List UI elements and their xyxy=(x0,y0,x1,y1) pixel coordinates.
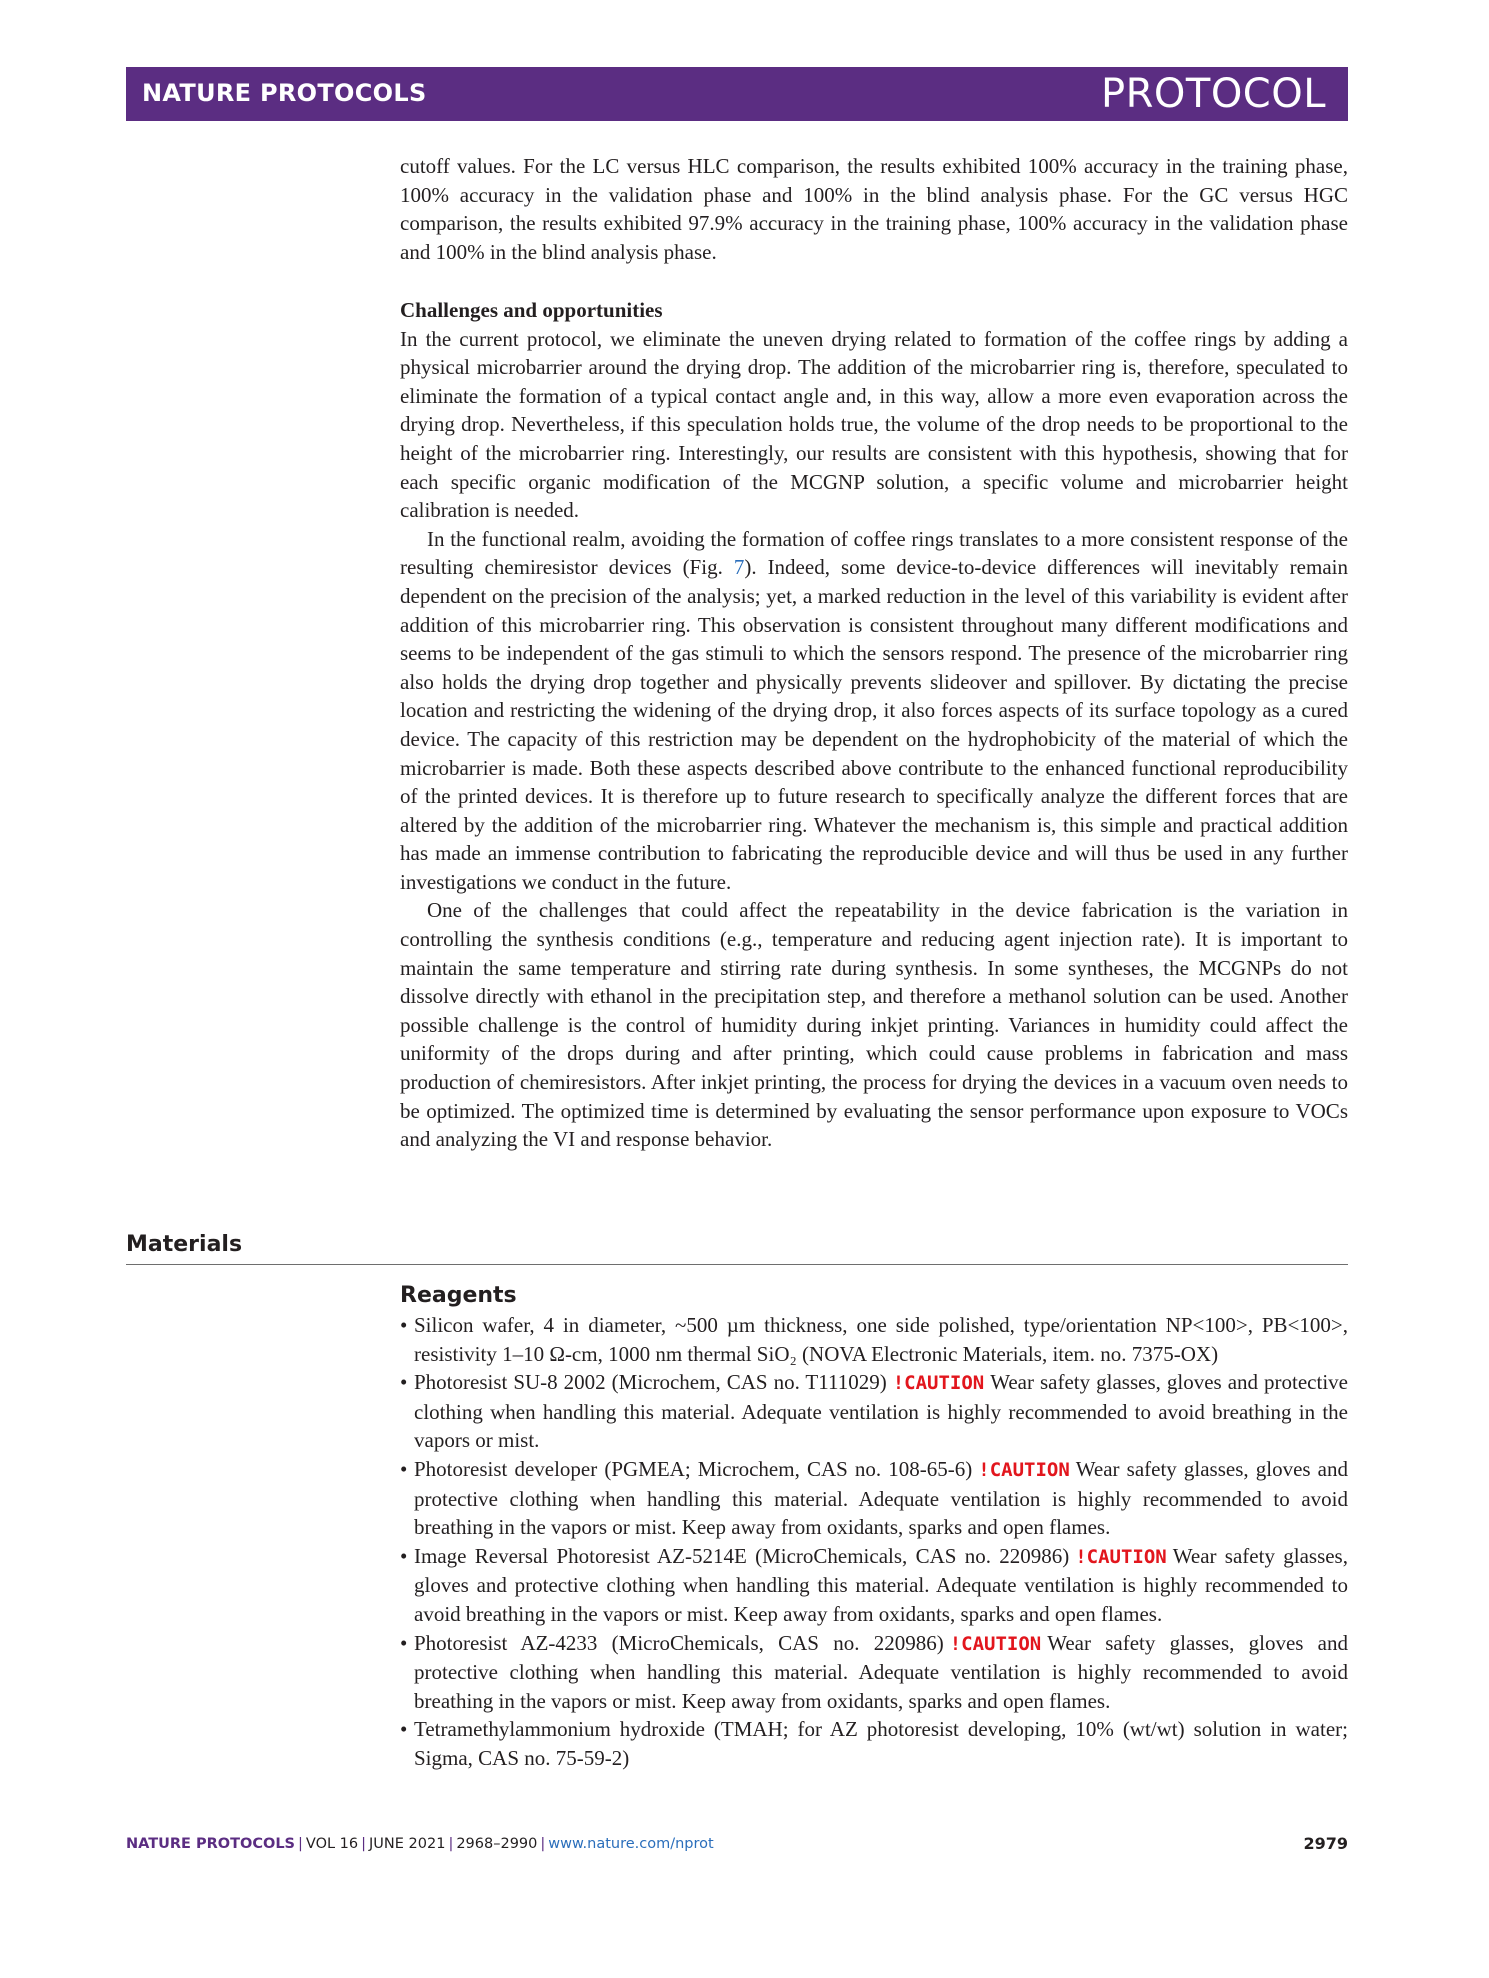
caution-text: Wear safety glasses, gloves and protective clothing when handling this material. Adequate ventilation is highly recommended to avoid breathing in the vapors or mist. xyxy=(414,1370,1348,1453)
footer-separator: | xyxy=(540,1836,546,1852)
reagent-text: Photoresist AZ-4233 (MicroChemicals, CAS no. 220986) xyxy=(414,1630,944,1655)
intro-paragraph: cutoff values. For the LC versus HLC comparison, the results exhibited 100% accuracy in the training phase, 100% accuracy in the validation phase and 100% in the blind analysis phase. For the GC versus HGC comparison, the results exhibited 97.9% accuracy in the training phase, 100% accuracy in the validation phase and 100% in the blind analysis phase. xyxy=(400,154,1348,264)
reagent-item xyxy=(400,1455,1348,1542)
reagent-text: Silicon wafer, 4 in diameter, ~500 µm thickness, one side polished, type/orientation NP<100>, PB<100>, resistivity 1–10 Ω-cm, 1000 nm thermal SiO₂ (NOVA Electronic Materials, item. no. 7375-OX) xyxy=(414,1313,1348,1366)
materials-heading: Materials xyxy=(126,1232,243,1257)
challenges-section xyxy=(400,296,1348,1154)
footer-volume: VOL 16 xyxy=(305,1836,359,1852)
footer-date: JUNE 2021 xyxy=(369,1836,446,1852)
caution-label: !CAUTION xyxy=(949,1632,1042,1655)
challenges-paragraph-3: One of the challenges that could affect the repeatability in the device fabrication is the variation in controlling the synthesis conditions (e.g., temperature and reducing agent injection rate). It is important to maintain the same temperature and stirring rate during synthesis. In some syntheses, the MCGNPs do not dissolve directly with ethanol in the precipitation step, and therefore a methanol solution can be used. Another possible challenge is the control of humidity during inkjet printing. Variances in humidity could affect the uniformity of the drops during and after printing, which could cause problems in fabrication and mass production of chemiresistors. After inkjet printing, the process for drying the devices in a vacuum oven needs to be optimized. The optimized time is determined by evaluating the sensor performance upon exposure to VOCs and analyzing the VI and response behavior. xyxy=(400,898,1348,1152)
reagent-item xyxy=(400,1629,1348,1716)
intro-section xyxy=(400,152,1348,266)
challenges-paragraph-2 xyxy=(400,525,1348,897)
article-type: PROTOCOL xyxy=(1100,71,1326,117)
bullet-icon: • xyxy=(400,1717,408,1742)
figure-7-link[interactable]: 7 xyxy=(733,555,745,580)
reagent-item xyxy=(400,1715,1348,1772)
bullet-icon: • xyxy=(400,1543,408,1568)
caution-label: !CAUTION xyxy=(892,1372,985,1395)
journal-url-link[interactable]: www.nature.com/nprot xyxy=(548,1836,714,1852)
footer-separator: | xyxy=(298,1836,303,1852)
reagent-text: Photoresist SU-8 2002 (Microchem, CAS no. T111029) xyxy=(414,1370,887,1395)
reagent-list xyxy=(400,1311,1348,1773)
caution-label: !CAUTION xyxy=(1075,1545,1167,1568)
bullet-icon: • xyxy=(400,1630,408,1655)
caution-text: Wear safety glasses, gloves and protective clothing when handling this material. Adequate ventilation is highly recommended to avoid breathing in the vapors or mist. Keep away from oxidants, sparks and open flames. xyxy=(414,1543,1348,1626)
reagent-item xyxy=(400,1368,1348,1455)
caution-label: !CAUTION xyxy=(978,1458,1070,1481)
paragraph-2-text-start: In the functional realm, avoiding the formation of coffee rings translates to a more consistent response of the resulting chemiresistor devices (Fig. xyxy=(400,526,1348,580)
challenges-paragraph-1: In the current protocol, we eliminate the uneven drying related to formation of the coffee rings by adding a physical microbarrier around the drying drop. The addition of the microbarrier ring is, therefore, speculated to eliminate the formation of a typical contact angle and, in this way, allow a more even evaporation across the drying drop. Nevertheless, if this speculation holds true, the volume of the drop needs to be proportional to the height of the microbarrier ring. Interestingly, our results are consistent with this hypothesis, showing that for each specific organic modification of the MCGNP solution, a specific volume and microbarrier height calibration is needed. xyxy=(400,326,1348,523)
paragraph-2-text-end: ). Indeed, some device-to-device differences will inevitably remain dependent on the precision of the analysis; yet, a marked reduction in the level of this variability is evident after addition of this microbarrier ring. This observation is consistent throughout many different modifications and seems to be independent of the gas stimuli to which the sensors respond. The presence of the microbarrier ring also holds the drying drop together and physically prevents slideover and spillover. By dictating the precise location and restricting the widening of the drying drop, it also forces aspects of its surface topology as a cured device. The capacity of this restriction may be dependent on the hydrophobicity of the material of which the microbarrier is made. Both these aspects described above contribute to the enhanced functional reproducibility of the printed devices. It is therefore up to future research to specifically analyze the different forces that are altered by the addition of the microbarrier ring. Whatever the mechanism is, this simple and practical addition has made an immense contribution to fabricating the reproducible device and will thus be used in any further investigations we conduct in the future. xyxy=(400,555,1348,894)
reagent-item xyxy=(400,1542,1348,1629)
reagent-text: Tetramethylammonium hydroxide (TMAH; for AZ photoresist developing, 10% (wt/wt) solution in water; Sigma, CAS no. 75-59-2) xyxy=(414,1717,1348,1770)
caution-text: Wear safety glasses, gloves and protective clothing when handling this material. Adequate ventilation is highly recommended to avoid breathing in the vapors or mist. Keep away from oxidants, sparks and open flames. xyxy=(414,1630,1348,1713)
reagent-text: Image Reversal Photoresist AZ-5214E (MicroChemicals, CAS no. 220986) xyxy=(414,1543,1070,1568)
bullet-icon: • xyxy=(400,1456,408,1481)
footer-pages: 2968–2990 xyxy=(456,1836,538,1852)
page-footer xyxy=(126,1836,714,1852)
reagents-heading: Reagents xyxy=(400,1283,517,1308)
caution-text: Wear safety glasses, gloves and protective clothing when handling this material. Adequate ventilation is highly recommended to avoid breathing in the vapors or mist. Keep away from oxidants, sparks and open flames. xyxy=(414,1456,1348,1540)
reagent-text: Photoresist developer (PGMEA; Microchem, CAS no. 108-65-6) xyxy=(414,1456,973,1481)
reagent-item xyxy=(400,1311,1348,1368)
section-divider xyxy=(126,1264,1348,1265)
footer-journal: NATURE PROTOCOLS xyxy=(126,1836,296,1852)
journal-header-bar xyxy=(126,67,1348,121)
challenges-heading: Challenges and opportunities xyxy=(400,298,663,322)
bullet-icon: • xyxy=(400,1313,408,1337)
journal-name: NATURE PROTOCOLS xyxy=(142,79,427,107)
bullet-icon: • xyxy=(400,1370,408,1395)
footer-separator: | xyxy=(361,1836,367,1852)
page-number: 2979 xyxy=(1303,1834,1348,1853)
footer-separator: | xyxy=(448,1836,454,1852)
